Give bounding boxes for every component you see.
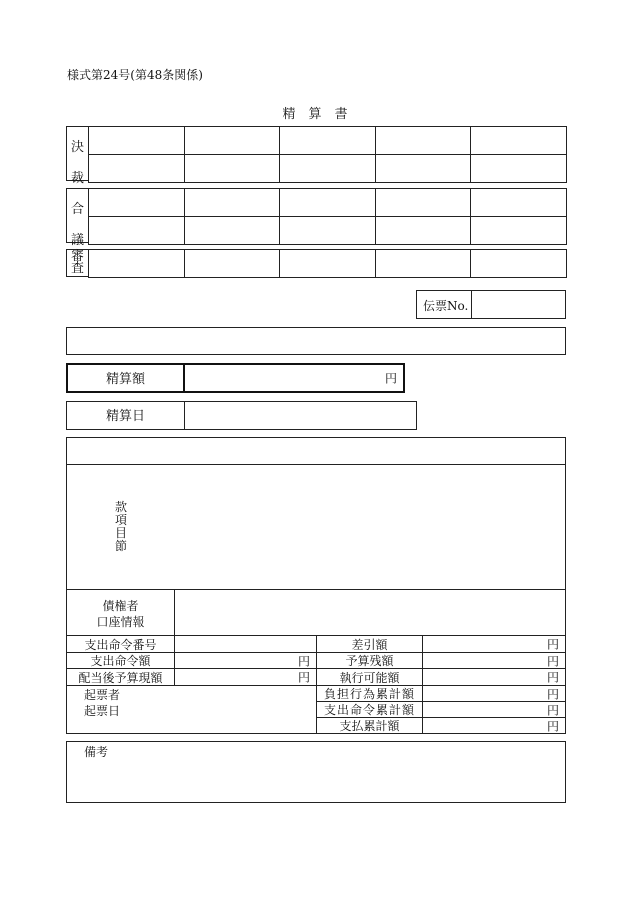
kessai-grid [88,126,567,183]
account-labels: 款 項 目 節 [114,500,127,553]
detail-header-row[interactable] [66,437,566,465]
remarks-label: 備考 [84,745,109,759]
kihyo-box[interactable]: 起票者 起票日 [66,685,317,734]
gougi-label: 合 議 [66,188,89,243]
right-row-1-label: 差引額 [316,635,423,653]
seisanbi-field[interactable] [184,401,417,430]
seisangaku-field[interactable]: 円 [183,363,405,393]
subject-field[interactable] [66,327,566,355]
denpyo-field[interactable] [471,290,566,319]
right-row-6-label: 支払累計額 [316,717,423,734]
right-row-4-field[interactable]: 円 [422,685,566,702]
remarks-box[interactable] [66,741,566,803]
kessai-label: 決 裁 [66,126,89,181]
gougi-grid [88,188,567,245]
form-number: 様式第24号(第48条関係) [67,68,203,82]
denpyo-label-box: 伝票No. [416,290,472,319]
shinsa-label: 審 査 [66,249,89,277]
seisanbi-label-box: 精算日 [66,401,185,430]
seisangaku-label-box: 精算額 [66,363,185,393]
left-row-3-label: 配当後予算現額 [66,668,175,686]
right-row-4-label: 負担行為累計額 [316,685,423,702]
right-row-3-label: 執行可能額 [316,668,423,686]
creditor-label-box: 債権者 口座情報 [66,589,175,636]
left-row-3-field[interactable]: 円 [174,668,317,686]
right-row-3-field[interactable]: 円 [422,668,566,686]
left-row-1-label: 支出命令番号 [66,635,175,653]
account-area[interactable] [66,464,566,590]
right-row-2-label: 予算残額 [316,652,423,669]
creditor-field[interactable] [174,589,566,636]
left-row-1-field[interactable] [174,635,317,653]
right-row-6-field[interactable]: 円 [422,717,566,734]
right-row-5-field[interactable]: 円 [422,701,566,718]
stamp-cell[interactable] [89,127,185,155]
shinsa-grid [88,249,567,278]
right-row-5-label: 支出命令累計額 [316,701,423,718]
left-row-2-field[interactable]: 円 [174,652,317,669]
page-title: 精 算 書 [282,107,348,122]
left-row-2-label: 支出命令額 [66,652,175,669]
right-row-2-field[interactable]: 円 [422,652,566,669]
right-row-1-field[interactable]: 円 [422,635,566,653]
